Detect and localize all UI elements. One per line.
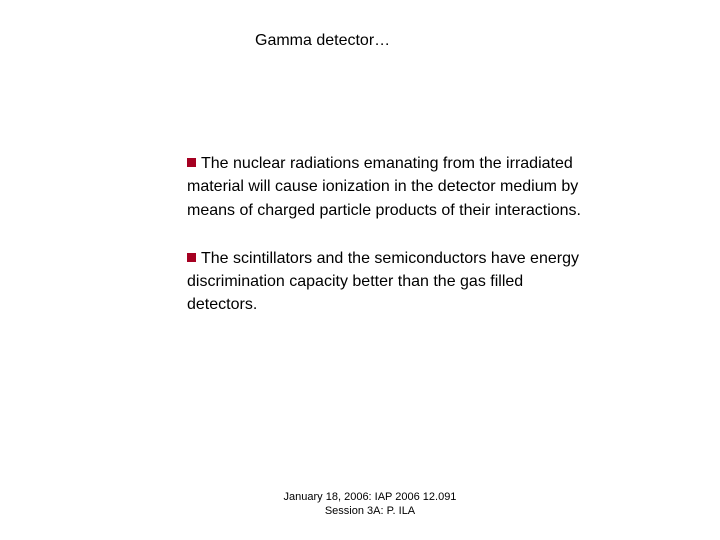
- bullet-item: [187, 152, 587, 222]
- bullet-text: The nuclear radiations emanating from the irradiated material will cause ionization in the detector medium by means of charged particle products of their interactions.: [187, 155, 581, 219]
- slide-title: Gamma detector…: [255, 32, 391, 49]
- bullet-text: The scintillators and the semiconductors have energy discrimination capacity better than the gas filled detectors.: [187, 249, 579, 314]
- footer-line-date: January 18, 2006: IAP 2006 12.091: [283, 491, 457, 503]
- bullet-list: [187, 152, 587, 342]
- bullet-item: [187, 247, 587, 317]
- square-bullet-icon: [187, 253, 196, 262]
- footer-line-session: Session 3A: P. ILA: [324, 505, 416, 517]
- square-bullet-icon: [187, 158, 196, 167]
- slide-footer: [230, 490, 510, 518]
